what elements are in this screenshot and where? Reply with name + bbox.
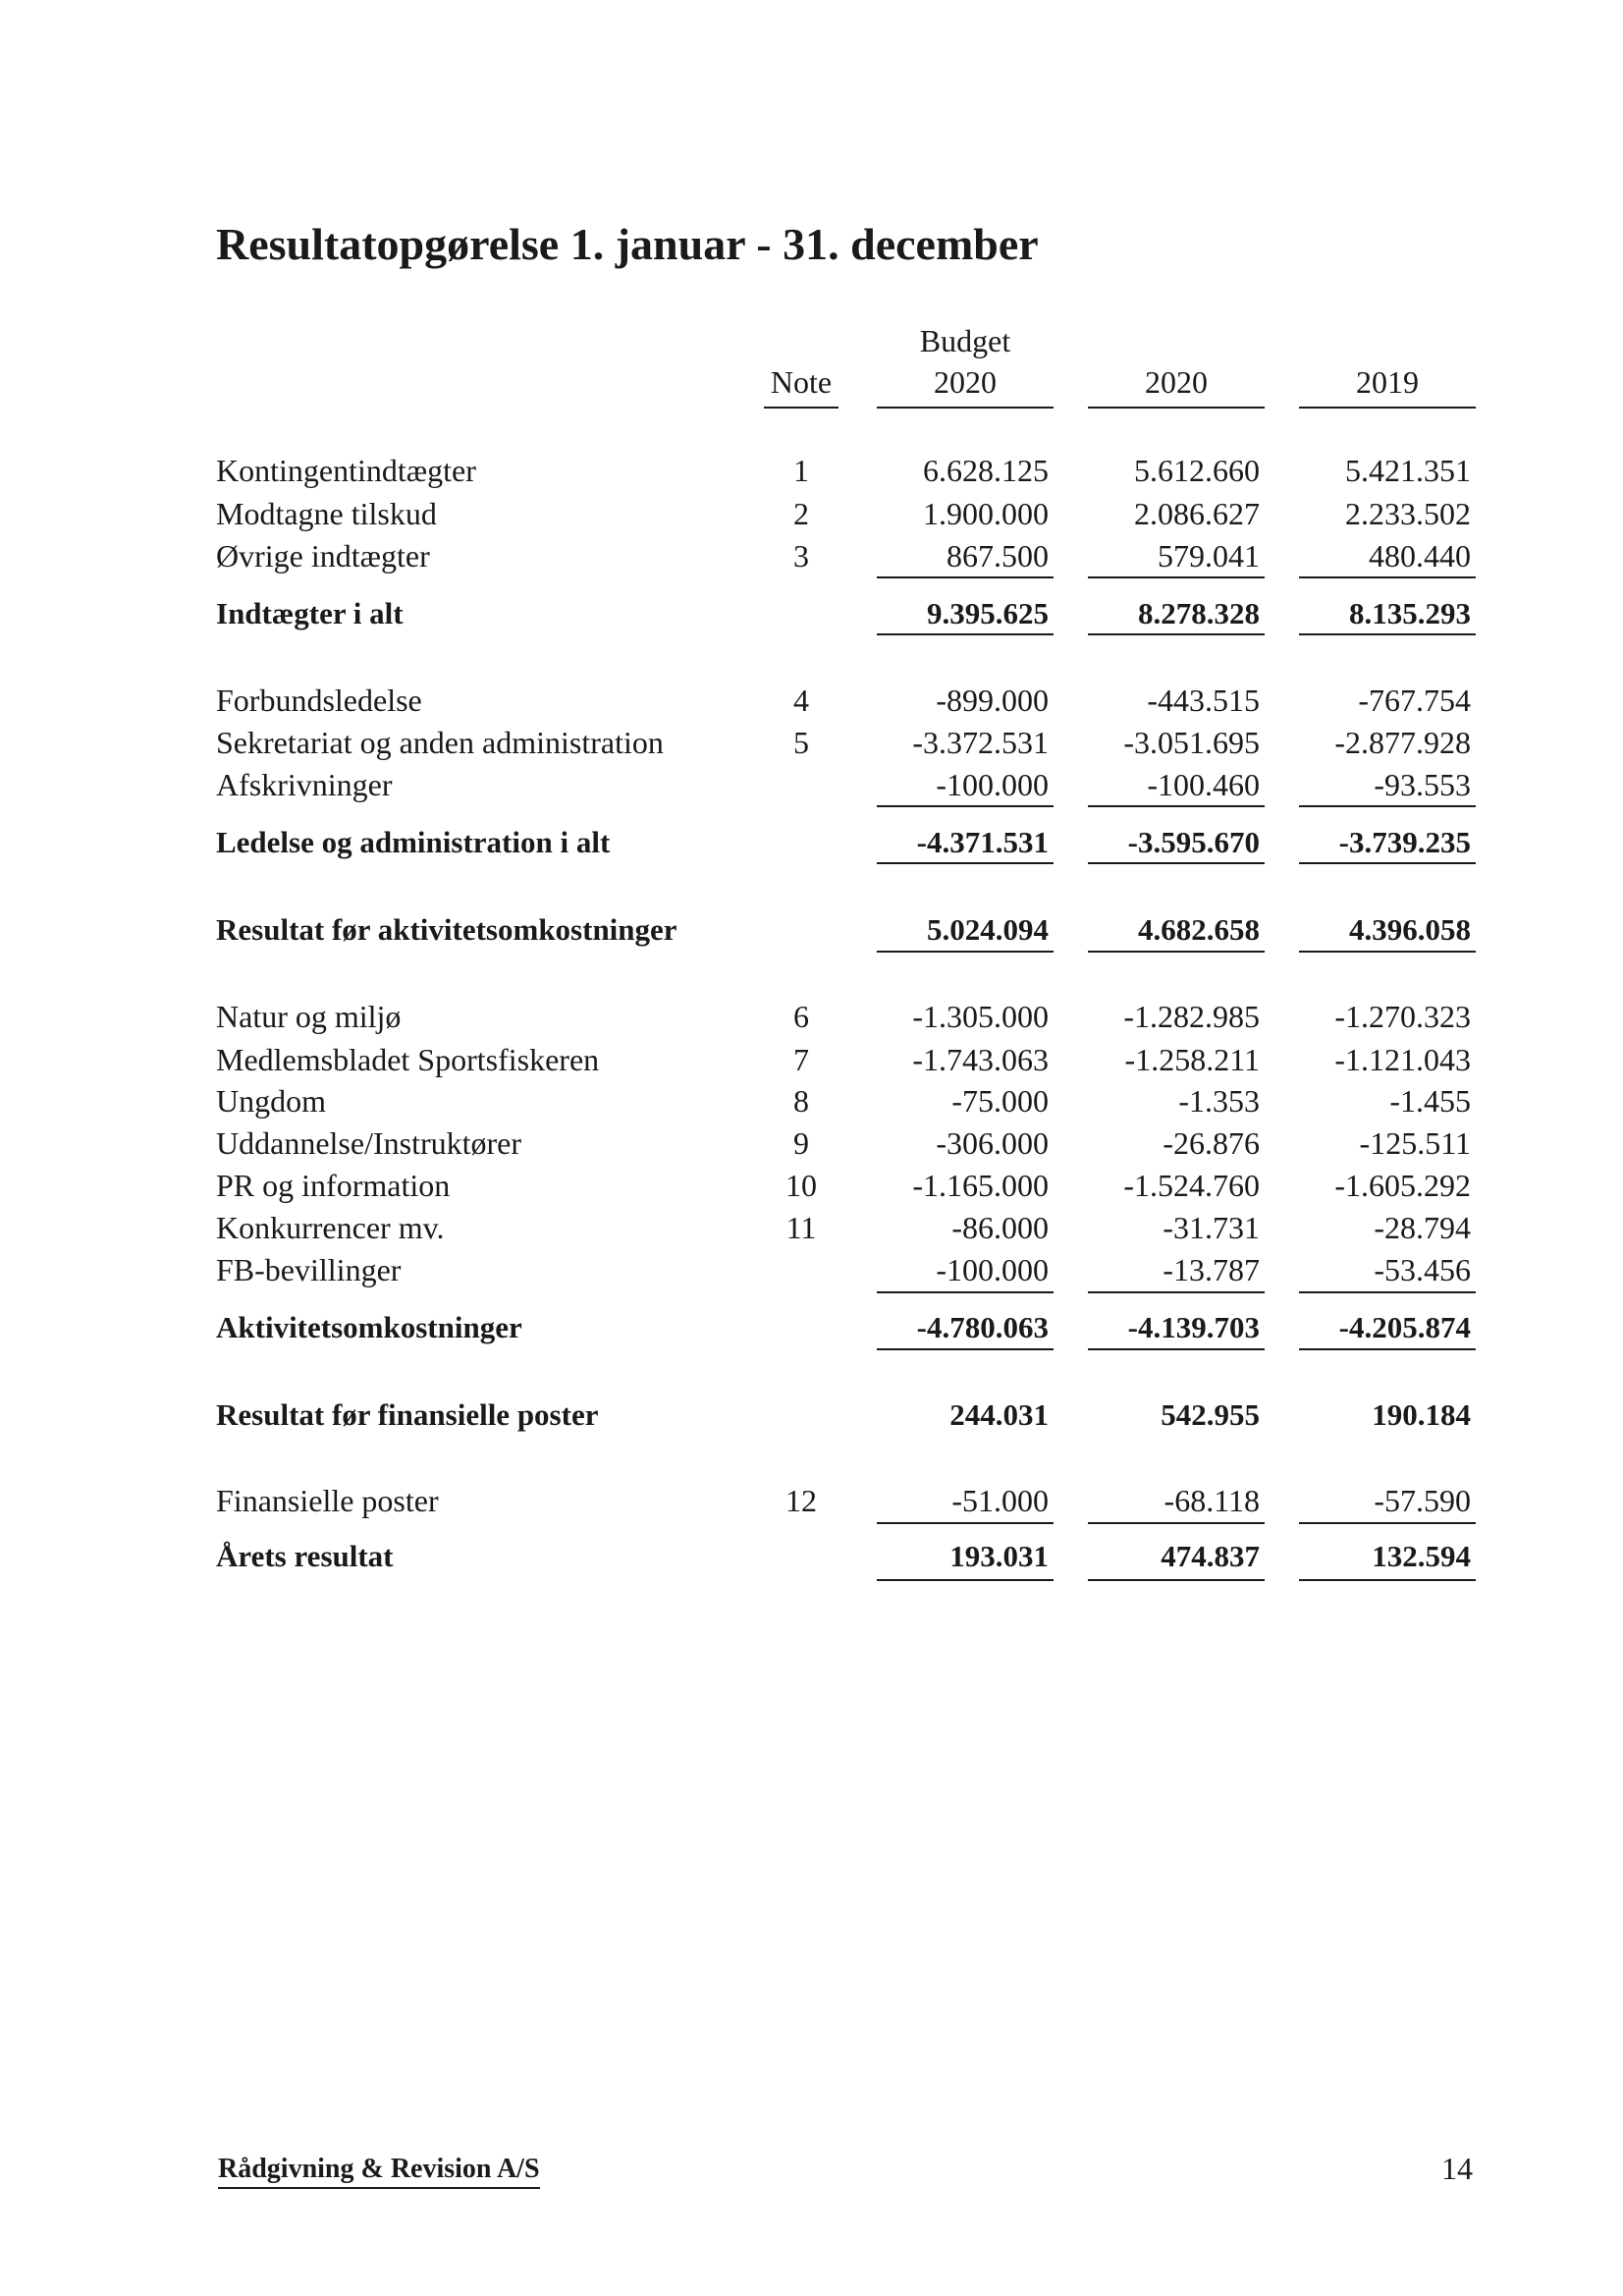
row-value-2020: -100.460 — [1147, 767, 1260, 802]
sum-rule — [877, 862, 1054, 864]
row-label: FB-bevillinger — [216, 1252, 402, 1287]
row-value-2020: -3.595.670 — [1127, 825, 1260, 859]
year-2019-header-rule — [1299, 407, 1476, 409]
table-row — [0, 1249, 1623, 1290]
sum-rule — [1088, 576, 1265, 578]
sum-rule — [1299, 633, 1476, 635]
row-note: 12 — [785, 1483, 817, 1518]
row-budget-2020: -75.000 — [951, 1083, 1049, 1119]
sum-rule — [877, 805, 1054, 807]
row-note: 4 — [793, 683, 809, 718]
row-label: Indtægter i alt — [216, 596, 404, 630]
sum-rule — [877, 1579, 1054, 1581]
budget-column-header-label: Budget — [919, 323, 1011, 358]
row-value-2020: -68.118 — [1163, 1483, 1260, 1518]
row-budget-2020: 9.395.625 — [927, 596, 1049, 630]
sum-rule — [1299, 1348, 1476, 1350]
row-label: Finansielle poster — [216, 1483, 439, 1518]
row-value-2019: 480.440 — [1369, 538, 1471, 574]
row-value-2019: -1.121.043 — [1334, 1042, 1471, 1077]
budget-header-rule — [877, 407, 1054, 409]
row-note: 6 — [793, 999, 809, 1034]
row-value-2020: 474.837 — [1161, 1539, 1260, 1573]
sum-rule — [1299, 805, 1476, 807]
sum-rule — [1299, 1291, 1476, 1293]
row-value-2019: 2.233.502 — [1345, 496, 1471, 531]
row-label: Ledelse og administration i alt — [216, 825, 611, 859]
row-label: Medlemsbladet Sportsfiskeren — [216, 1042, 600, 1077]
row-value-2020: -4.139.703 — [1127, 1310, 1260, 1344]
row-label: Afskrivninger — [216, 767, 393, 802]
sum-rule — [1299, 862, 1476, 864]
row-budget-2020: -3.372.531 — [912, 725, 1049, 760]
row-value-2019: -1.455 — [1389, 1083, 1471, 1119]
sum-rule — [1088, 633, 1265, 635]
row-budget-2020: -100.000 — [936, 767, 1049, 802]
table-row — [0, 680, 1623, 721]
sum-rule — [1299, 951, 1476, 953]
table-total-row — [0, 909, 1623, 951]
table-row — [0, 1165, 1623, 1206]
row-value-2019: -1.270.323 — [1334, 999, 1471, 1034]
sum-rule — [877, 1291, 1054, 1293]
sum-rule — [877, 1522, 1054, 1524]
row-label: Uddannelse/Instruktører — [216, 1125, 522, 1161]
table-total-row — [0, 822, 1623, 863]
row-value-2019: -767.754 — [1358, 683, 1471, 718]
sum-rule — [1299, 576, 1476, 578]
table-row — [0, 1039, 1623, 1080]
row-value-2019: -4.205.874 — [1338, 1310, 1471, 1344]
page-number: 14 — [1441, 2151, 1473, 2186]
row-budget-2020: -1.743.063 — [912, 1042, 1049, 1077]
row-value-2019: -53.456 — [1374, 1252, 1471, 1287]
table-total-row — [0, 593, 1623, 634]
row-value-2019: 4.396.058 — [1349, 912, 1471, 947]
row-budget-2020: -1.165.000 — [912, 1168, 1049, 1203]
sum-rule — [1299, 1522, 1476, 1524]
row-value-2020: -1.353 — [1178, 1083, 1260, 1119]
row-budget-2020: -100.000 — [936, 1252, 1049, 1287]
row-budget-2020: 6.628.125 — [923, 453, 1049, 488]
table-row — [0, 1480, 1623, 1521]
row-budget-2020: -86.000 — [951, 1210, 1049, 1245]
table-row — [0, 1080, 1623, 1121]
row-note: 2 — [793, 496, 809, 531]
row-label: Aktivitetsomkostninger — [216, 1310, 522, 1344]
row-label: Ungdom — [216, 1083, 326, 1119]
row-label: Kontingentindtægter — [216, 453, 476, 488]
year-2020-column-header: 2020 — [1145, 364, 1208, 400]
row-value-2020: -1.258.211 — [1124, 1042, 1260, 1077]
row-budget-2020: -4.780.063 — [916, 1310, 1049, 1344]
row-note: 3 — [793, 538, 809, 574]
row-value-2019: -57.590 — [1374, 1483, 1471, 1518]
note-column-header: Note — [770, 364, 833, 400]
row-budget-2020: 5.024.094 — [927, 912, 1049, 947]
row-budget-2020: -1.305.000 — [912, 999, 1049, 1034]
row-value-2020: 542.955 — [1161, 1397, 1260, 1432]
row-value-2020: -443.515 — [1147, 683, 1260, 718]
sum-rule — [1088, 951, 1265, 953]
row-budget-2020: 1.900.000 — [923, 496, 1049, 531]
row-label: Resultat før aktivitetsomkostninger — [216, 912, 677, 947]
table-row — [0, 722, 1623, 763]
table-row — [0, 996, 1623, 1037]
row-label: Årets resultat — [216, 1539, 394, 1573]
sum-rule — [1088, 1522, 1265, 1524]
row-note: 7 — [793, 1042, 809, 1077]
table-row — [0, 493, 1623, 534]
page-title: Resultatopgørelse 1. januar - 31. december — [216, 219, 1039, 269]
row-budget-2020: -51.000 — [951, 1483, 1049, 1518]
sum-rule — [1088, 862, 1265, 864]
row-budget-2020: -4.371.531 — [916, 825, 1049, 859]
row-note: 5 — [793, 725, 809, 760]
row-budget-2020: -899.000 — [936, 683, 1049, 718]
table-total-row — [0, 1536, 1623, 1577]
row-value-2019: 190.184 — [1372, 1397, 1471, 1432]
row-value-2019: 5.421.351 — [1345, 453, 1471, 488]
row-budget-2020: -306.000 — [936, 1125, 1049, 1161]
row-value-2020: -26.876 — [1163, 1125, 1260, 1161]
row-value-2020: 579.041 — [1158, 538, 1260, 574]
sum-rule — [1088, 1579, 1265, 1581]
row-note: 11 — [785, 1210, 817, 1245]
row-value-2020: 5.612.660 — [1134, 453, 1260, 488]
sum-rule — [877, 633, 1054, 635]
auditor-brand-logo: Rådgivning & Revision A/S — [218, 2154, 540, 2189]
row-budget-2020: 244.031 — [949, 1397, 1049, 1432]
row-note: 1 — [793, 453, 809, 488]
budget-column-header-year: 2020 — [934, 364, 997, 400]
row-label: Resultat før finansielle poster — [216, 1397, 599, 1432]
year-2020-header-rule — [1088, 407, 1265, 409]
row-value-2020: -3.051.695 — [1123, 725, 1260, 760]
row-note: 9 — [793, 1125, 809, 1161]
sum-rule — [1088, 805, 1265, 807]
row-label: Øvrige indtægter — [216, 538, 430, 574]
table-row — [0, 764, 1623, 805]
table-total-row — [0, 1307, 1623, 1348]
year-2019-column-header: 2019 — [1356, 364, 1419, 400]
sum-rule — [877, 1348, 1054, 1350]
row-label: Konkurrencer mv. — [216, 1210, 445, 1245]
row-value-2020: 8.278.328 — [1138, 596, 1260, 630]
row-value-2019: -1.605.292 — [1334, 1168, 1471, 1203]
table-row — [0, 450, 1623, 491]
row-value-2019: -3.739.235 — [1338, 825, 1471, 859]
sum-rule — [1088, 1291, 1265, 1293]
row-value-2019: -125.511 — [1359, 1125, 1471, 1161]
row-value-2020: -1.524.760 — [1123, 1168, 1260, 1203]
row-label: Modtagne tilskud — [216, 496, 437, 531]
row-value-2019: -28.794 — [1374, 1210, 1471, 1245]
row-value-2020: -31.731 — [1163, 1210, 1260, 1245]
table-row — [0, 1122, 1623, 1164]
row-value-2019: 8.135.293 — [1349, 596, 1471, 630]
row-budget-2020: 867.500 — [947, 538, 1049, 574]
row-label: Forbundsledelse — [216, 683, 422, 718]
sum-rule — [877, 951, 1054, 953]
row-value-2020: 2.086.627 — [1134, 496, 1260, 531]
row-value-2019: -93.553 — [1374, 767, 1471, 802]
table-row — [0, 1207, 1623, 1248]
row-value-2020: 4.682.658 — [1138, 912, 1260, 947]
table-total-row — [0, 1394, 1623, 1436]
table-row — [0, 535, 1623, 576]
row-label: Natur og miljø — [216, 999, 402, 1034]
row-value-2019: 132.594 — [1372, 1539, 1471, 1573]
sum-rule — [1299, 1579, 1476, 1581]
sum-rule — [1088, 1348, 1265, 1350]
row-label: PR og information — [216, 1168, 451, 1203]
sum-rule — [877, 576, 1054, 578]
row-note: 8 — [793, 1083, 809, 1119]
note-header-rule — [764, 407, 839, 409]
row-label: Sekretariat og anden administration — [216, 725, 664, 760]
row-note: 10 — [785, 1168, 817, 1203]
row-value-2019: -2.877.928 — [1334, 725, 1471, 760]
row-value-2020: -1.282.985 — [1123, 999, 1260, 1034]
row-budget-2020: 193.031 — [949, 1539, 1049, 1573]
row-value-2020: -13.787 — [1163, 1252, 1260, 1287]
